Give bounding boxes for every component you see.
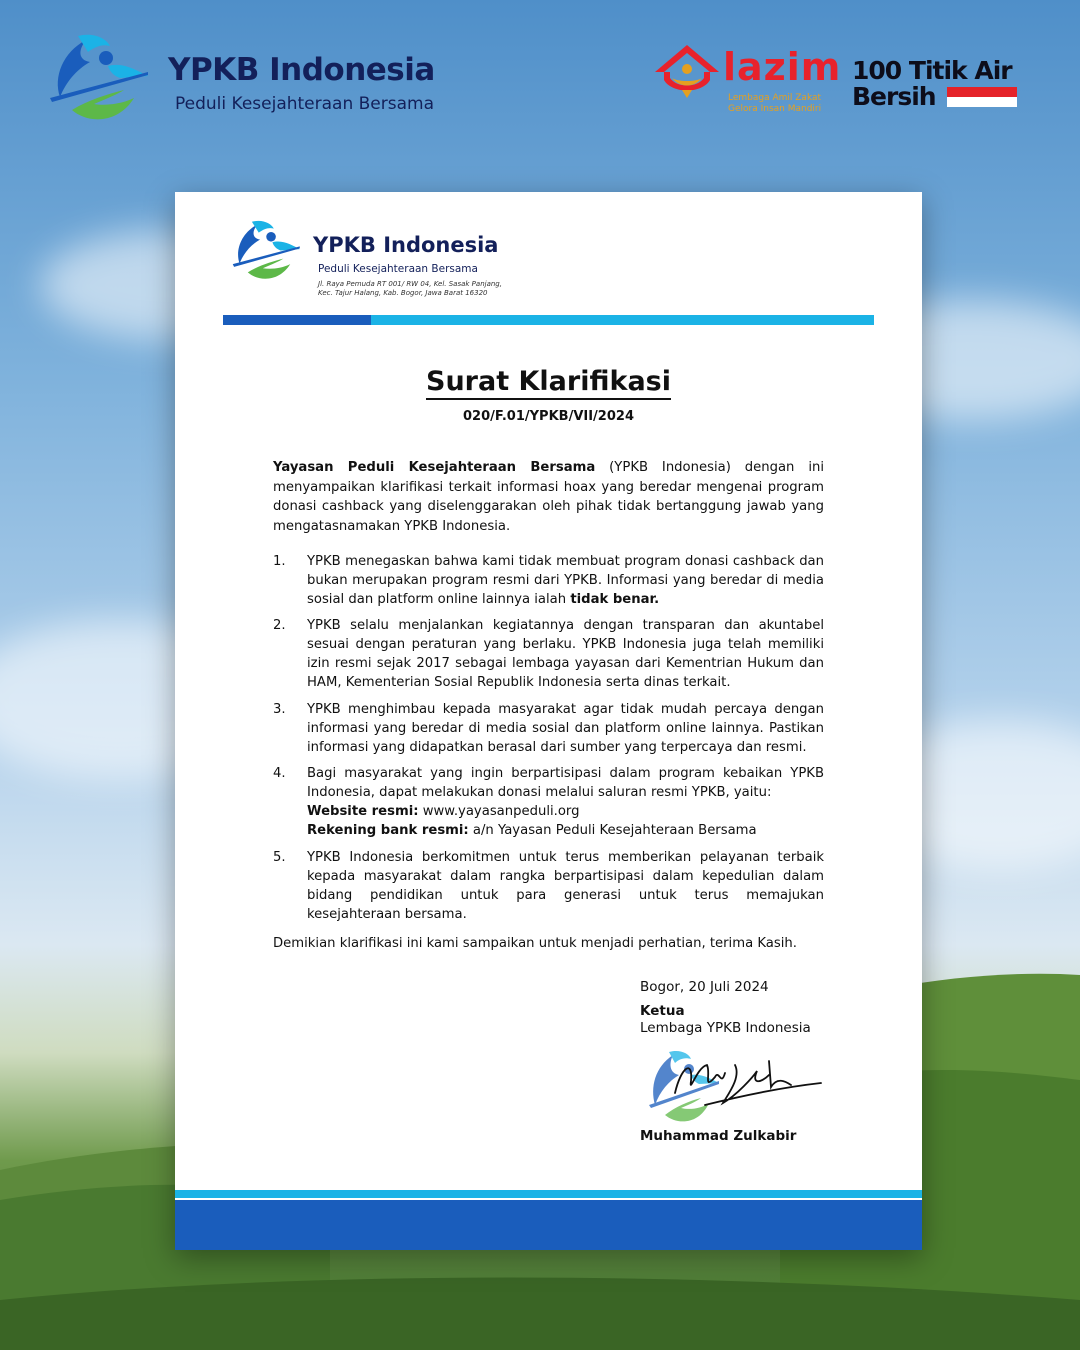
signer-organization: Lembaga YPKB Indonesia [640,1020,811,1036]
letter-document: YPKB Indonesia Peduli Kesejahteraan Bersama Jl. Raya Pemuda RT 001/ RW 04, Kel. Sasak Panjang, Kec. Tajur Halang, Kab. Bogor, Jawa Barat 16320 Surat Klarifikasi 020/F.01/YPKB/VII/2024 Yayasan Peduli Kesejahteraan Bersama (YPKB Indonesia) dengan ini menyampaikan klarifikasi terkait informasi hoax yang beredar mengenai program donasi cashback yang diselenggarakan oleh pihak tidak bertanggung jawab yang mengatasnamakan YPKB Indonesia. 1. YPKB menegaskan bahwa kami tidak membuat program donasi cashback dan bukan merupakan program resmi dari YPKB. Informasi yang beredar di media sosial dan platform online lainnya ialah tidak benar. 2. YPKB selalu menjalankan kegiatannya dengan transparan dan akuntabel sesuai dengan peraturan yang berlaku. YPKB Indonesia juga telah memiliki izin resmi sejak 2017 sebagai lembaga yayasan dari Kementrian Hukum dan HAM, Kementerian Sosial Republik Indonesia serta dinas terkait. 3. YPKB menghimbau kepada masyarakat agar tidak mudah percaya dengan informasi yang beredar di media sosial dan platform online lainnya. Pastikan informasi yang didapatkan berasal dari sumber yang terpercaya dan resmi. 4. Bagi masyarakat yang ingin berpartisipasi dalam program kebaikan YPKB Indonesia, dapat melakukan donasi melalui saluran resmi YPKB, yaitu: Website resmi: www.yayasanpeduli.org Rekening bank resmi: a/n Yayasan Peduli Kesejahteraan Bersama 5. YPKB Indonesia berkomitmen untuk terus memberikan pelayanan terbaik kepada masyarakat dalam rangka berpartisipasi dalam kepedulian dalam bidang pendidikan untuk para generasi untuk terus memajukan kesejahteraan bersama. Demikian klarifikasi ini kami sampaikan untuk menjadi perhatian, terima Kasih. Bogor, 20 Juli 2024 Ketua Lembaga YPKB Indonesia Muhammad Zulkabir [175,192,922,1250]
signature-with-stamp [645,1047,825,1127]
letterhead-address-line2: Kec. Tajur Halang, Kab. Bogor, Jawa Barat 16320 [318,289,488,297]
footer-band [175,1200,922,1250]
lazim-logo-icon [652,42,722,102]
letterhead-tagline: Peduli Kesejahteraan Bersama [318,263,478,275]
ypkb-logo-icon [48,32,158,127]
footer-stripe [175,1190,922,1198]
signer-role: Ketua [640,1003,685,1019]
letter-title: Surat Klarifikasi [175,366,922,397]
lazim-tagline-2: Gelora Insan Mandiri [728,104,822,114]
letterhead-org-name: YPKB Indonesia [313,233,499,257]
campaign-title-line1: 100 Titik Air [852,56,1012,85]
letter-number: 020/F.01/YPKB/VII/2024 [463,409,634,424]
campaign-title-line2: Bersih [852,82,936,111]
letterhead-divider [223,315,874,325]
signer-name: Muhammad Zulkabir [640,1128,797,1144]
letterhead-logo-icon [230,219,308,284]
lazim-wordmark: lazim [723,45,842,89]
closing-paragraph: Demikian klarifikasi ini kami sampaikan untuk menjadi perhatian, terima Kasih. [273,936,797,951]
indonesia-flag-icon [947,87,1017,107]
intro-paragraph: Yayasan Peduli Kesejahteraan Bersama (YPKB Indonesia) dengan ini menyampaikan klarifikasi terkait informasi hoax yang beredar mengenai program donasi cashback yang diselenggarakan oleh pihak tidak bertanggung jawab yang mengatasnamakan YPKB Indonesia. [273,460,825,534]
lazim-tagline-1: Lembaga Amil Zakat [728,93,822,103]
place-date: Bogor, 20 Juli 2024 [640,979,769,995]
letterhead-address-line1: Jl. Raya Pemuda RT 001/ RW 04, Kel. Sasak Panjang, [318,280,502,288]
header-org-tagline: Peduli Kesejahteraan Bersama [175,94,435,114]
header-org-name: YPKB Indonesia [168,52,435,88]
